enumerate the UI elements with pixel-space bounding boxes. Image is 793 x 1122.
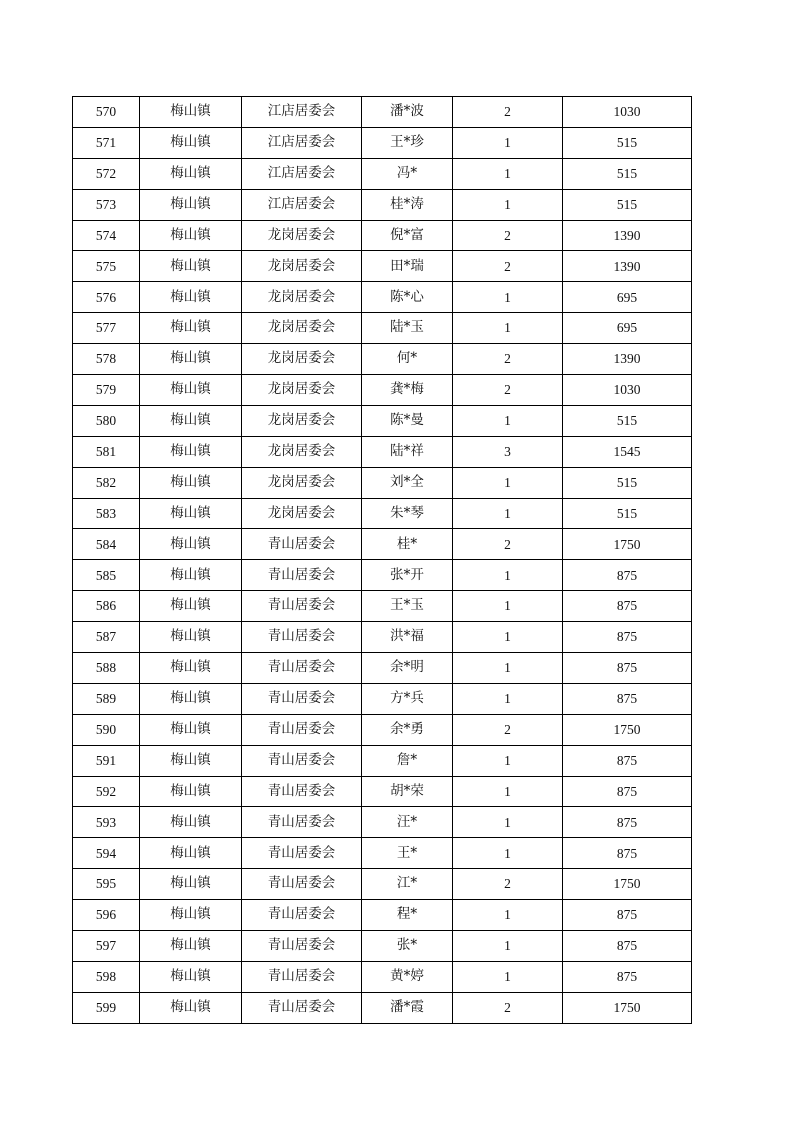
name-cell: 汪* — [362, 807, 453, 838]
town-cell: 梅山镇 — [140, 622, 242, 653]
committee-cell: 江店居委会 — [242, 189, 362, 220]
town-cell: 梅山镇 — [140, 498, 242, 529]
committee-cell: 青山居委会 — [242, 653, 362, 684]
count-cell: 2 — [453, 344, 563, 375]
committee-cell: 龙岗居委会 — [242, 220, 362, 251]
table-row — [73, 838, 692, 869]
committee-cell: 青山居委会 — [242, 745, 362, 776]
count-cell: 2 — [453, 97, 563, 128]
count-cell: 1 — [453, 313, 563, 344]
town-cell: 梅山镇 — [140, 591, 242, 622]
town-cell: 梅山镇 — [140, 313, 242, 344]
committee-cell: 青山居委会 — [242, 992, 362, 1023]
count-cell: 1 — [453, 282, 563, 313]
amount-cell: 1545 — [563, 436, 692, 467]
count-cell: 1 — [453, 591, 563, 622]
committee-cell: 龙岗居委会 — [242, 405, 362, 436]
committee-cell: 龙岗居委会 — [242, 467, 362, 498]
row-number-cell: 587 — [73, 622, 140, 653]
amount-cell: 875 — [563, 560, 692, 591]
row-number-cell: 586 — [73, 591, 140, 622]
table-row — [73, 931, 692, 962]
table-row — [73, 251, 692, 282]
count-cell: 1 — [453, 127, 563, 158]
town-cell: 梅山镇 — [140, 869, 242, 900]
town-cell: 梅山镇 — [140, 97, 242, 128]
row-number-cell: 574 — [73, 220, 140, 251]
name-cell: 胡*荣 — [362, 776, 453, 807]
row-number-cell: 590 — [73, 714, 140, 745]
amount-cell: 875 — [563, 838, 692, 869]
committee-cell: 江店居委会 — [242, 158, 362, 189]
name-cell: 潘*霞 — [362, 992, 453, 1023]
count-cell: 2 — [453, 375, 563, 406]
committee-cell: 青山居委会 — [242, 869, 362, 900]
name-cell: 陆*玉 — [362, 313, 453, 344]
amount-cell: 1390 — [563, 344, 692, 375]
row-number-cell: 585 — [73, 560, 140, 591]
table-row — [73, 375, 692, 406]
town-cell: 梅山镇 — [140, 683, 242, 714]
amount-cell: 1030 — [563, 97, 692, 128]
town-cell: 梅山镇 — [140, 653, 242, 684]
table-row — [73, 158, 692, 189]
table-row — [73, 900, 692, 931]
row-number-cell: 591 — [73, 745, 140, 776]
committee-cell: 龙岗居委会 — [242, 251, 362, 282]
town-cell: 梅山镇 — [140, 900, 242, 931]
count-cell: 1 — [453, 560, 563, 591]
count-cell: 2 — [453, 869, 563, 900]
name-cell: 龚*梅 — [362, 375, 453, 406]
row-number-cell: 594 — [73, 838, 140, 869]
committee-cell: 青山居委会 — [242, 776, 362, 807]
row-number-cell: 576 — [73, 282, 140, 313]
table-row — [73, 807, 692, 838]
amount-cell: 515 — [563, 498, 692, 529]
amount-cell: 875 — [563, 900, 692, 931]
name-cell: 桂* — [362, 529, 453, 560]
town-cell: 梅山镇 — [140, 560, 242, 591]
table-row — [73, 127, 692, 158]
count-cell: 1 — [453, 498, 563, 529]
amount-cell: 1750 — [563, 714, 692, 745]
row-number-cell: 599 — [73, 992, 140, 1023]
row-number-cell: 592 — [73, 776, 140, 807]
name-cell: 桂*涛 — [362, 189, 453, 220]
committee-cell: 青山居委会 — [242, 931, 362, 962]
amount-cell: 515 — [563, 405, 692, 436]
table-row — [73, 622, 692, 653]
town-cell: 梅山镇 — [140, 189, 242, 220]
committee-cell: 青山居委会 — [242, 622, 362, 653]
amount-cell: 875 — [563, 776, 692, 807]
amount-cell: 515 — [563, 158, 692, 189]
count-cell: 2 — [453, 251, 563, 282]
amount-cell: 1390 — [563, 220, 692, 251]
committee-cell: 青山居委会 — [242, 529, 362, 560]
row-number-cell: 577 — [73, 313, 140, 344]
town-cell: 梅山镇 — [140, 282, 242, 313]
committee-cell: 龙岗居委会 — [242, 436, 362, 467]
count-cell: 2 — [453, 714, 563, 745]
name-cell: 冯* — [362, 158, 453, 189]
name-cell: 江* — [362, 869, 453, 900]
count-cell: 1 — [453, 961, 563, 992]
row-number-cell: 573 — [73, 189, 140, 220]
committee-cell: 龙岗居委会 — [242, 344, 362, 375]
amount-cell: 875 — [563, 807, 692, 838]
town-cell: 梅山镇 — [140, 931, 242, 962]
town-cell: 梅山镇 — [140, 714, 242, 745]
table-row — [73, 313, 692, 344]
row-number-cell: 593 — [73, 807, 140, 838]
table-row — [73, 405, 692, 436]
row-number-cell: 580 — [73, 405, 140, 436]
table-row — [73, 344, 692, 375]
amount-cell: 1390 — [563, 251, 692, 282]
name-cell: 朱*琴 — [362, 498, 453, 529]
name-cell: 余*勇 — [362, 714, 453, 745]
committee-cell: 青山居委会 — [242, 560, 362, 591]
amount-cell: 515 — [563, 467, 692, 498]
row-number-cell: 578 — [73, 344, 140, 375]
row-number-cell: 589 — [73, 683, 140, 714]
count-cell: 1 — [453, 622, 563, 653]
committee-cell: 青山居委会 — [242, 838, 362, 869]
count-cell: 1 — [453, 900, 563, 931]
town-cell: 梅山镇 — [140, 529, 242, 560]
table-row — [73, 220, 692, 251]
amount-cell: 875 — [563, 591, 692, 622]
table-row — [73, 992, 692, 1023]
town-cell: 梅山镇 — [140, 961, 242, 992]
town-cell: 梅山镇 — [140, 405, 242, 436]
row-number-cell: 570 — [73, 97, 140, 128]
committee-cell: 龙岗居委会 — [242, 498, 362, 529]
name-cell: 何* — [362, 344, 453, 375]
name-cell: 陈*曼 — [362, 405, 453, 436]
table-row — [73, 961, 692, 992]
count-cell: 3 — [453, 436, 563, 467]
name-cell: 洪*福 — [362, 622, 453, 653]
name-cell: 余*明 — [362, 653, 453, 684]
amount-cell: 875 — [563, 683, 692, 714]
committee-cell: 青山居委会 — [242, 714, 362, 745]
name-cell: 刘*全 — [362, 467, 453, 498]
name-cell: 王*珍 — [362, 127, 453, 158]
town-cell: 梅山镇 — [140, 436, 242, 467]
town-cell: 梅山镇 — [140, 467, 242, 498]
count-cell: 2 — [453, 992, 563, 1023]
count-cell: 1 — [453, 653, 563, 684]
town-cell: 梅山镇 — [140, 127, 242, 158]
table-row — [73, 591, 692, 622]
table-row — [73, 653, 692, 684]
committee-cell: 龙岗居委会 — [242, 282, 362, 313]
row-number-cell: 584 — [73, 529, 140, 560]
amount-cell: 875 — [563, 961, 692, 992]
town-cell: 梅山镇 — [140, 375, 242, 406]
table-row — [73, 529, 692, 560]
amount-cell: 1030 — [563, 375, 692, 406]
town-cell: 梅山镇 — [140, 745, 242, 776]
count-cell: 1 — [453, 776, 563, 807]
committee-cell: 青山居委会 — [242, 900, 362, 931]
name-cell: 张*开 — [362, 560, 453, 591]
town-cell: 梅山镇 — [140, 158, 242, 189]
amount-cell: 1750 — [563, 529, 692, 560]
name-cell: 田*瑞 — [362, 251, 453, 282]
town-cell: 梅山镇 — [140, 251, 242, 282]
row-number-cell: 598 — [73, 961, 140, 992]
table-row — [73, 282, 692, 313]
table-row — [73, 189, 692, 220]
row-number-cell: 588 — [73, 653, 140, 684]
table-row — [73, 714, 692, 745]
table-row — [73, 97, 692, 128]
row-number-cell: 579 — [73, 375, 140, 406]
town-cell: 梅山镇 — [140, 344, 242, 375]
count-cell: 2 — [453, 529, 563, 560]
town-cell: 梅山镇 — [140, 776, 242, 807]
committee-cell: 青山居委会 — [242, 961, 362, 992]
committee-cell: 龙岗居委会 — [242, 313, 362, 344]
town-cell: 梅山镇 — [140, 992, 242, 1023]
committee-cell: 龙岗居委会 — [242, 375, 362, 406]
table-row — [73, 776, 692, 807]
committee-cell: 江店居委会 — [242, 97, 362, 128]
count-cell: 1 — [453, 158, 563, 189]
count-cell: 1 — [453, 467, 563, 498]
row-number-cell: 575 — [73, 251, 140, 282]
row-number-cell: 583 — [73, 498, 140, 529]
count-cell: 1 — [453, 405, 563, 436]
name-cell: 詹* — [362, 745, 453, 776]
row-number-cell: 595 — [73, 869, 140, 900]
row-number-cell: 572 — [73, 158, 140, 189]
table-row — [73, 560, 692, 591]
name-cell: 陈*心 — [362, 282, 453, 313]
name-cell: 王*玉 — [362, 591, 453, 622]
table-row — [73, 467, 692, 498]
name-cell: 黄*婷 — [362, 961, 453, 992]
row-number-cell: 596 — [73, 900, 140, 931]
table-row — [73, 683, 692, 714]
table-row — [73, 869, 692, 900]
amount-cell: 1750 — [563, 992, 692, 1023]
committee-cell: 青山居委会 — [242, 807, 362, 838]
table-body — [73, 97, 692, 1024]
row-number-cell: 582 — [73, 467, 140, 498]
amount-cell: 695 — [563, 282, 692, 313]
count-cell: 1 — [453, 807, 563, 838]
name-cell: 潘*波 — [362, 97, 453, 128]
count-cell: 2 — [453, 220, 563, 251]
amount-cell: 515 — [563, 189, 692, 220]
table-row — [73, 498, 692, 529]
data-table — [72, 96, 692, 1024]
count-cell: 1 — [453, 838, 563, 869]
amount-cell: 875 — [563, 931, 692, 962]
table-row — [73, 436, 692, 467]
town-cell: 梅山镇 — [140, 807, 242, 838]
name-cell: 张* — [362, 931, 453, 962]
table-row — [73, 745, 692, 776]
row-number-cell: 581 — [73, 436, 140, 467]
name-cell: 程* — [362, 900, 453, 931]
amount-cell: 875 — [563, 622, 692, 653]
count-cell: 1 — [453, 189, 563, 220]
amount-cell: 875 — [563, 745, 692, 776]
amount-cell: 695 — [563, 313, 692, 344]
count-cell: 1 — [453, 931, 563, 962]
town-cell: 梅山镇 — [140, 220, 242, 251]
committee-cell: 青山居委会 — [242, 683, 362, 714]
row-number-cell: 571 — [73, 127, 140, 158]
count-cell: 1 — [453, 683, 563, 714]
name-cell: 王* — [362, 838, 453, 869]
amount-cell: 515 — [563, 127, 692, 158]
name-cell: 倪*富 — [362, 220, 453, 251]
committee-cell: 青山居委会 — [242, 591, 362, 622]
count-cell: 1 — [453, 745, 563, 776]
town-cell: 梅山镇 — [140, 838, 242, 869]
name-cell: 方*兵 — [362, 683, 453, 714]
row-number-cell: 597 — [73, 931, 140, 962]
committee-cell: 江店居委会 — [242, 127, 362, 158]
amount-cell: 875 — [563, 653, 692, 684]
name-cell: 陆*祥 — [362, 436, 453, 467]
amount-cell: 1750 — [563, 869, 692, 900]
